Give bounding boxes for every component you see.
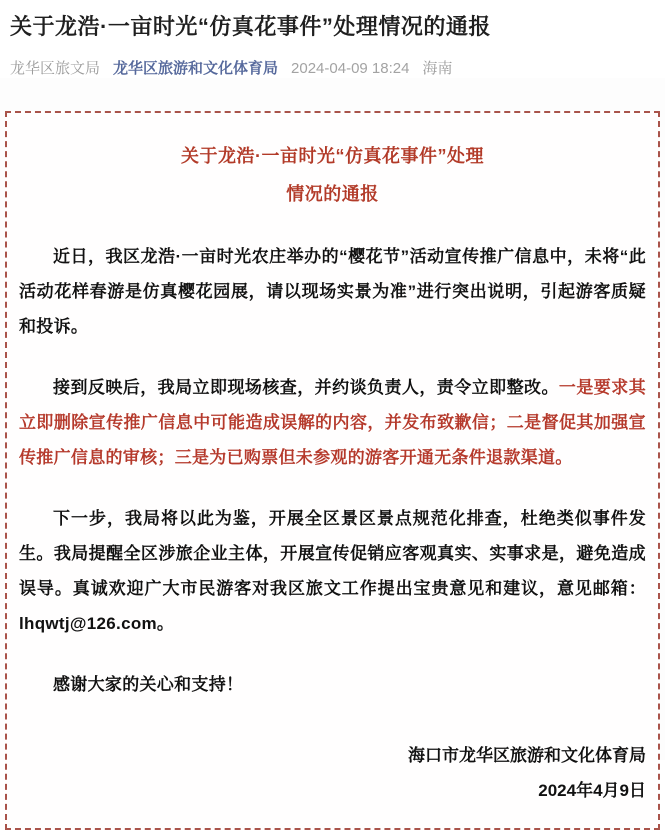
source-tag: 龙华区旅文局 <box>10 59 101 77</box>
notice-thanks-line: 感谢大家的关心和支持！ <box>53 674 244 694</box>
publish-timestamp: 2024-04-09 18:24 <box>291 59 410 77</box>
signature-date: 2024年4月9日 <box>538 780 646 800</box>
notice-dashed-box <box>5 111 660 830</box>
publish-location: 海南 <box>422 59 453 77</box>
signature-organization: 海口市龙华区旅游和文化体育局 <box>408 745 646 765</box>
notice-paragraph-2-emphasis: 一是要求其立即删除宣传推广信息中可能造成误解的内容，并发布致歉信；二是督促其加强宣传推广信息的审核；三是为已购票但未参观的游客开通无条件退款渠道。 <box>19 377 647 467</box>
notice-paragraph-2-plain: 接到反映后，我局立即现场核查，并约谈负责人，责令立即整改。 <box>53 377 559 397</box>
notice-title-line1: 关于龙浩·一亩时光“仿真花事件”处理 <box>181 145 484 166</box>
notice-paragraph-3-text: 下一步，我局将以此为鉴，开展全区景区景点规范化排查，杜绝类似事件发生。我局提醒全区涉旅企业主体，开展宣传促销应客观真实、实事求是，避免造成误导。真诚欢迎广大市民游客对我区旅文工作提出宝贵意见和建议，意见邮箱： <box>19 508 646 598</box>
notice-title <box>19 137 646 213</box>
notice-title-line2: 情况的通报 <box>286 183 379 204</box>
notice-paragraph-2 <box>19 370 646 475</box>
notice-paragraph-3-period: 。 <box>156 613 175 633</box>
article-header <box>0 0 665 78</box>
feedback-email-address: lhqwtj@126.com <box>19 613 157 633</box>
page-title: 关于龙浩·一亩时光“仿真花事件”处理情况的通报 <box>10 14 491 39</box>
account-link[interactable]: 龙华区旅游和文化体育局 <box>113 59 279 77</box>
notice-signature <box>19 738 646 808</box>
notice-paragraph-3 <box>19 501 646 641</box>
notice-paragraph-1: 近日，我区龙浩·一亩时光农庄举办的“樱花节”活动宣传推广信息中，未将“此活动花样春游是仿真樱花园展，请以现场实景为准”进行突出说明，引起游客质疑和投诉。 <box>19 246 646 336</box>
article-meta-bar <box>10 57 655 78</box>
